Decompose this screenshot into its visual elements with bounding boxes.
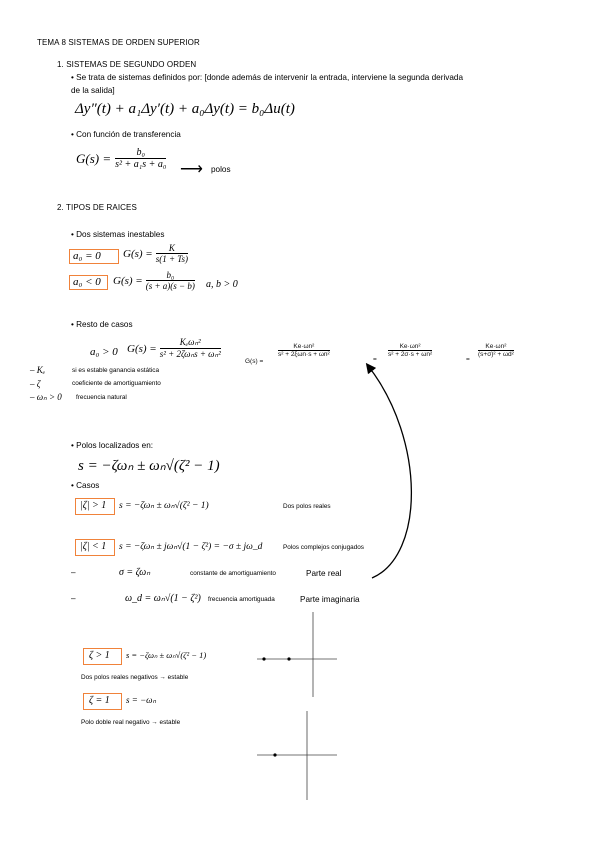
- caso-2-note: Polos complejos conjugados: [283, 544, 364, 551]
- wd-part: Parte imaginaria: [300, 595, 360, 604]
- wd-equation: ω_d = ωₙ√(1 − ζ²): [125, 593, 201, 604]
- transfer-lhs: G(s) =: [76, 150, 112, 166]
- polos-label: polos: [211, 165, 231, 174]
- hw-frac-3-den: (s+σ)² + ωd²: [478, 351, 514, 358]
- section-1-bullet-transfer: • Con función de transferencia: [71, 130, 181, 139]
- curved-arrow-icon: [369, 367, 411, 578]
- differential-equation: Δy″(t) + a₁Δy′(t) + a₀Δy(t) = b₀Δu(t): [75, 101, 295, 117]
- section-2-heading: 2. TIPOS DE RAICES: [57, 203, 137, 212]
- hw-frac-2-num: Ke·ωn²: [399, 343, 421, 350]
- caso-2-equation: s = −ζωₙ ± jωₙ√(1 − ζ²) = −σ ± jω_d: [119, 542, 263, 552]
- hw-equals-3: =: [466, 356, 470, 363]
- case-a-den: s(1 + Ts): [155, 254, 188, 264]
- caso-2-condition: |ζ| < 1: [80, 541, 107, 552]
- resto-heading: • Resto de casos: [71, 320, 133, 329]
- hw-g-label: G(s) =: [245, 358, 264, 365]
- case-b-lhs: G(s) =: [113, 274, 143, 287]
- sigma-part: Parte real: [306, 569, 342, 578]
- case-b-condition: a₀ < 0: [73, 276, 101, 288]
- hw-frac-3-num: Ke·ωn²: [485, 343, 507, 350]
- section-1-bullet-definition: • Se trata de sistemas definidos por: [donde además de intervenir la entrada, interviene la segunda derivada: [71, 73, 464, 82]
- sigma-equation: σ = ζωₙ: [119, 567, 151, 578]
- resto-num: Kₑωₙ²: [179, 337, 201, 347]
- caso-1-condition: |ζ| > 1: [80, 500, 107, 511]
- arrow-icon: ⟶: [180, 161, 203, 178]
- def-zeta-symbol: – ζ: [30, 379, 41, 389]
- case-b-num: b₀: [166, 270, 175, 280]
- zeta-gt-1-note: Dos polos reales negativos → estable: [81, 674, 189, 681]
- case-a-lhs: G(s) =: [123, 247, 153, 260]
- caso-1-equation: s = −ζωₙ ± ωₙ√(ζ² − 1): [119, 501, 209, 511]
- def-wn-text: frecuencia natural: [76, 394, 127, 401]
- hw-equals-2: =: [373, 356, 377, 363]
- page-title: TEMA 8 SISTEMAS DE ORDEN SUPERIOR: [37, 38, 200, 47]
- case-a-condition: a₀ = 0: [73, 250, 101, 262]
- case-b-condition-positive: a, b > 0: [206, 279, 238, 290]
- transfer-denominator: s² + a₁s + a₀: [115, 159, 167, 170]
- def-ke-symbol: – Kₑ: [30, 365, 46, 375]
- zeta-gt-1-condition: ζ > 1: [89, 650, 110, 661]
- wd-dash: –: [71, 594, 76, 603]
- caso-1-note: Dos polos reales: [283, 503, 331, 510]
- hw-frac-2-den: s² + 2σ·s + ωn²: [388, 351, 433, 358]
- polos-heading: • Polos localizados en:: [71, 441, 154, 450]
- case-a-num: K: [168, 243, 175, 253]
- polos-equation: s = −ζωₙ ± ωₙ√(ζ² − 1): [78, 458, 220, 474]
- sigma-text: constante de amortiguamiento: [190, 570, 276, 577]
- unstable-heading: • Dos sistemas inestables: [71, 230, 165, 239]
- hw-frac-1-den: s² + 2ξωn·s + ωn²: [278, 351, 330, 358]
- wd-text: frecuencia amortiguada: [208, 596, 275, 603]
- casos-heading: • Casos: [71, 481, 100, 490]
- section-1-bullet-definition-cont: de la salida]: [71, 86, 115, 95]
- def-ke-text: si es estable ganancia estática: [72, 367, 160, 374]
- hw-frac-1-num: Ke·ωn²: [293, 343, 315, 350]
- zeta-eq-1-note: Polo doble real negativo → estable: [81, 719, 181, 726]
- resto-den: s² + 2ζωₙs + ωₙ²: [159, 349, 221, 359]
- case-b-den: (s + a)(s − b): [145, 281, 195, 291]
- zeta-eq-1-condition: ζ = 1: [89, 695, 110, 706]
- resto-condition: a₀ > 0: [90, 346, 118, 358]
- def-zeta-text: coeficiente de amortiguamiento: [72, 380, 161, 387]
- zeta-gt-1-equation: s = −ζωₙ ± ωₙ√(ζ² − 1): [126, 650, 207, 660]
- pole-marker: [262, 657, 265, 660]
- s-plane-double-pole: [257, 711, 337, 800]
- resto-lhs: G(s) =: [127, 342, 157, 355]
- sigma-dash: –: [71, 568, 76, 577]
- pole-marker: [287, 657, 290, 660]
- s-plane-two-real-poles: [257, 612, 337, 697]
- transfer-numerator: b₀: [136, 147, 145, 158]
- def-wn-symbol: – ωₙ > 0: [30, 392, 62, 402]
- pole-marker: [273, 753, 276, 756]
- zeta-eq-1-equation: s = −ωₙ: [126, 695, 157, 705]
- section-1-heading: 1. SISTEMAS DE SEGUNDO ORDEN: [57, 60, 197, 69]
